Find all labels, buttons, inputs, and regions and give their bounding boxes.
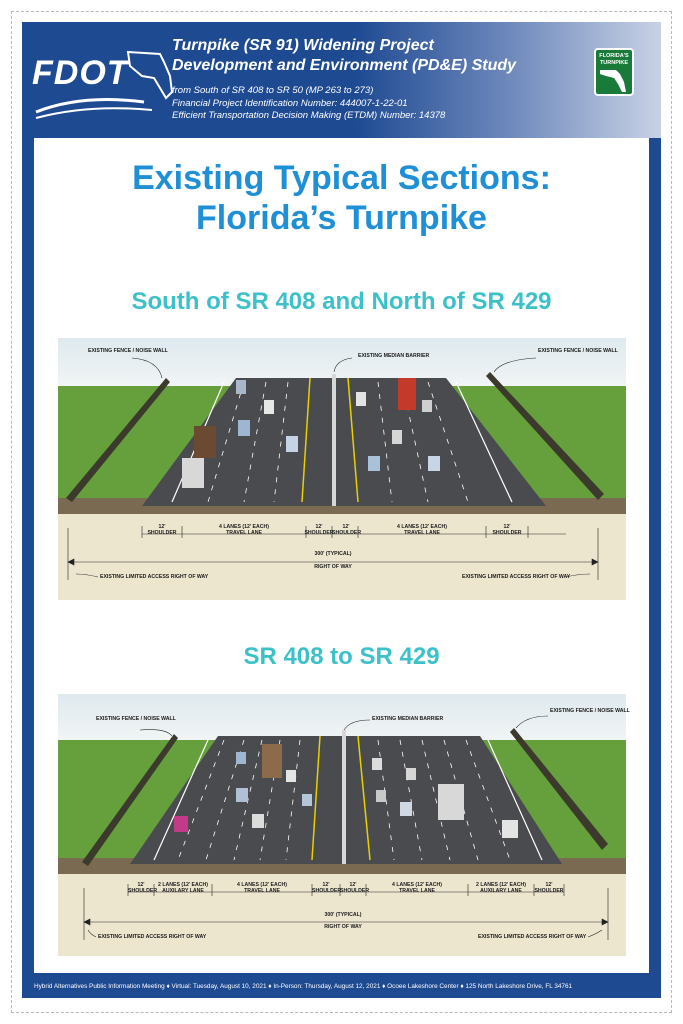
right-of-way-width: 300' (TYPICAL) xyxy=(314,551,352,557)
section1-heading: South of SR 408 and North of SR 429 xyxy=(131,288,552,315)
dim-label-2: 4 LANES (12' EACH) TRAVEL LANE xyxy=(219,524,269,536)
dim-label-1: 12' SHOULDER xyxy=(147,524,177,536)
row-right-callout: EXISTING LIMITED ACCESS RIGHT OF WAY xyxy=(462,574,571,580)
row-left-callout: EXISTING LIMITED ACCESS RIGHT OF WAY xyxy=(98,934,207,940)
dim-label-3: 4 LANES (12' EACH) TRAVEL LANE xyxy=(237,882,287,894)
section1-road-render xyxy=(58,338,626,600)
right-of-way-width: 300' (TYPICAL) xyxy=(324,912,362,918)
project-title: Turnpike (SR 91) Widening Project Development and Environment (PD&E) Study xyxy=(172,37,517,74)
dim-label-2: 2 LANES (12' EACH) AUXILARY LANE xyxy=(158,882,208,894)
dim-label-5: 12' SHOULDER xyxy=(340,882,370,894)
dim-label-7: 2 LANES (12' EACH) AUXILARY LANE xyxy=(476,882,526,894)
section2-heading: SR 408 to SR 429 xyxy=(243,643,440,670)
right-of-way-label: RIGHT OF WAY xyxy=(324,924,362,930)
row-left-callout: EXISTING LIMITED ACCESS RIGHT OF WAY xyxy=(100,574,209,580)
header-banner xyxy=(22,22,661,138)
row-right-callout: EXISTING LIMITED ACCESS RIGHT OF WAY xyxy=(478,934,587,940)
dim-label-1: 12' SHOULDER xyxy=(128,882,158,894)
dim-label-4: 12' SHOULDER xyxy=(332,524,362,536)
fence-left-callout: EXISTING FENCE / NOISE WALL xyxy=(88,348,168,354)
dim-label-6: 4 LANES (12' EACH) TRAVEL LANE xyxy=(392,882,442,894)
fence-right-callout: EXISTING FENCE / NOISE WALL xyxy=(550,708,630,714)
fence-left-callout: EXISTING FENCE / NOISE WALL xyxy=(96,716,176,722)
section2-typical-section-diagram xyxy=(58,694,630,956)
turnpike-logo-badge: FLORIDA'S TURNPIKE xyxy=(594,48,634,96)
footer-meeting-info: Hybrid Alternatives Public Information Meeting ♦ Virtual: Tuesday, August 10, 2021 ♦ In-Person: Thursday, August 12, 2021 ♦ Ocoee Lakeshore Center ♦ 125 North Lakeshore Drive, FL 34761 xyxy=(34,983,573,990)
dim-label-8: 12' SHOULDER xyxy=(534,882,564,894)
median-barrier-callout: EXISTING MEDIAN BARRIER xyxy=(372,716,444,722)
dim-label-4: 12' SHOULDER xyxy=(312,882,342,894)
page-title: Existing Typical Sections: Florida’s Turnpike xyxy=(132,159,551,237)
section1-typical-section-diagram xyxy=(58,338,626,600)
dim-label-3: 12' SHOULDER xyxy=(304,524,334,536)
dim-label-5: 4 LANES (12' EACH) TRAVEL LANE xyxy=(397,524,447,536)
right-of-way-label: RIGHT OF WAY xyxy=(314,564,352,570)
project-subtitle: from South of SR 408 to SR 50 (MP 263 to 273) Financial Project Identification Number: 444007-1-22-01 Efficient Transportation Decision Making (ETDM) Number: 14378 xyxy=(172,85,446,121)
florida-state-icon xyxy=(596,66,632,96)
median-barrier-callout: EXISTING MEDIAN BARRIER xyxy=(358,353,430,359)
fdot-logo-text: FDOT xyxy=(32,54,129,92)
dim-label-6: 12' SHOULDER xyxy=(492,524,522,536)
fence-right-callout: EXISTING FENCE / NOISE WALL xyxy=(538,348,618,354)
